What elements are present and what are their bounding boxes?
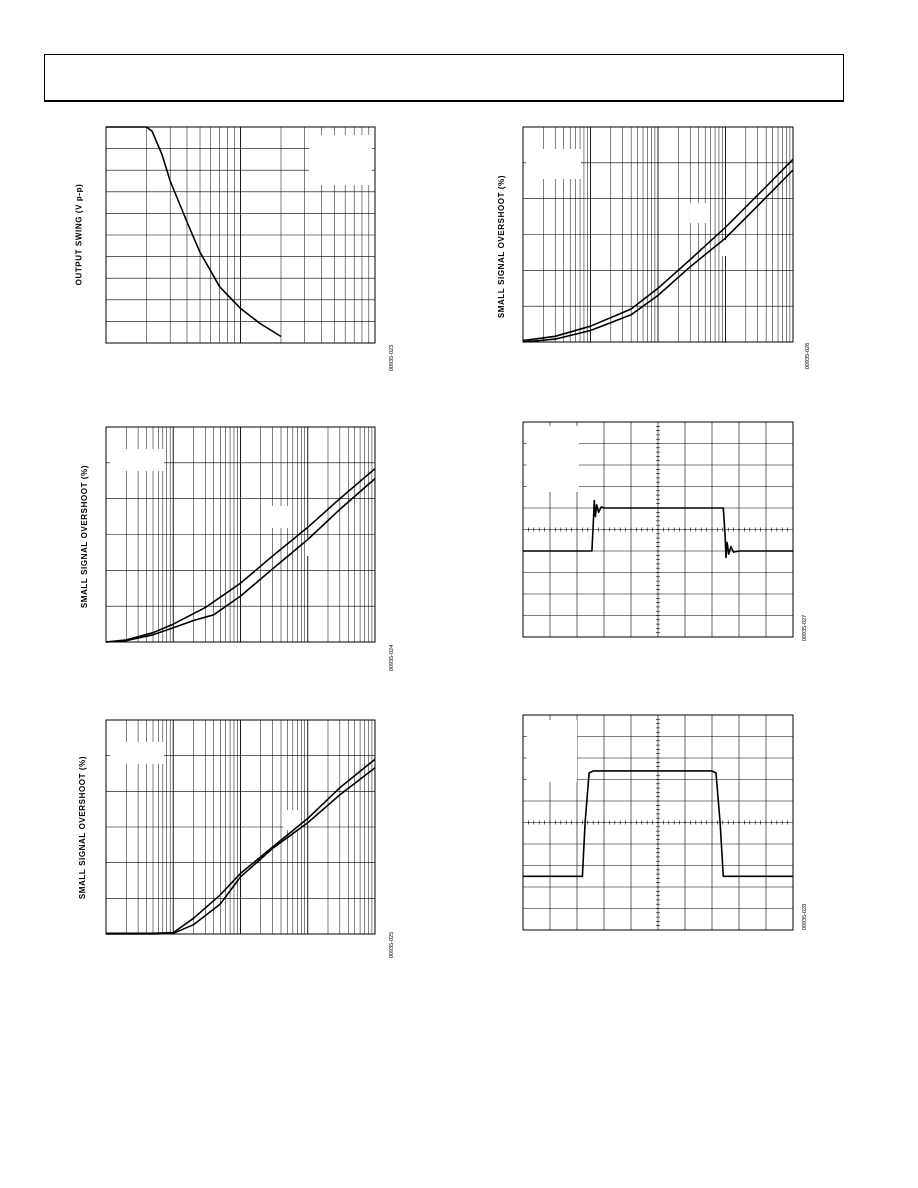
y-axis-label: SMALL SIGNAL OVERSHOOT (%) <box>77 755 87 899</box>
legend-area <box>306 540 320 556</box>
chart-fig-pulse-2 <box>523 715 793 930</box>
legend-area <box>527 720 577 782</box>
legend-area <box>527 426 579 492</box>
legend-area <box>311 842 325 858</box>
figure-id: 00935-024 <box>389 644 396 672</box>
legend-area <box>272 506 290 528</box>
legend-area <box>110 449 164 471</box>
chart-fig-overshoot-1 <box>523 127 793 342</box>
y-axis-label: OUTPUT SWING (V p-p) <box>74 183 84 285</box>
figure-id: 00935-026 <box>805 342 812 370</box>
chart-fig-overshoot-3 <box>106 720 375 934</box>
figure-id: 00935-027 <box>802 614 809 642</box>
figure-id: 00935-025 <box>389 931 396 959</box>
figure-id: 00935-023 <box>389 344 396 372</box>
chart-fig-overshoot-2 <box>106 427 375 642</box>
series-line-1 <box>106 127 281 337</box>
figure-id: 00935-028 <box>802 903 809 931</box>
legend-area <box>526 149 581 179</box>
chart-fig-output-swing <box>106 127 375 343</box>
legend-area <box>690 203 708 223</box>
y-axis-label: SMALL SIGNAL OVERSHOOT (%) <box>79 464 89 608</box>
legend-area <box>110 742 164 764</box>
y-axis-label: SMALL SIGNAL OVERSHOOT (%) <box>496 174 506 318</box>
chart-fig-pulse-1 <box>523 422 793 637</box>
legend-area <box>721 240 733 256</box>
legend-area <box>309 135 372 185</box>
